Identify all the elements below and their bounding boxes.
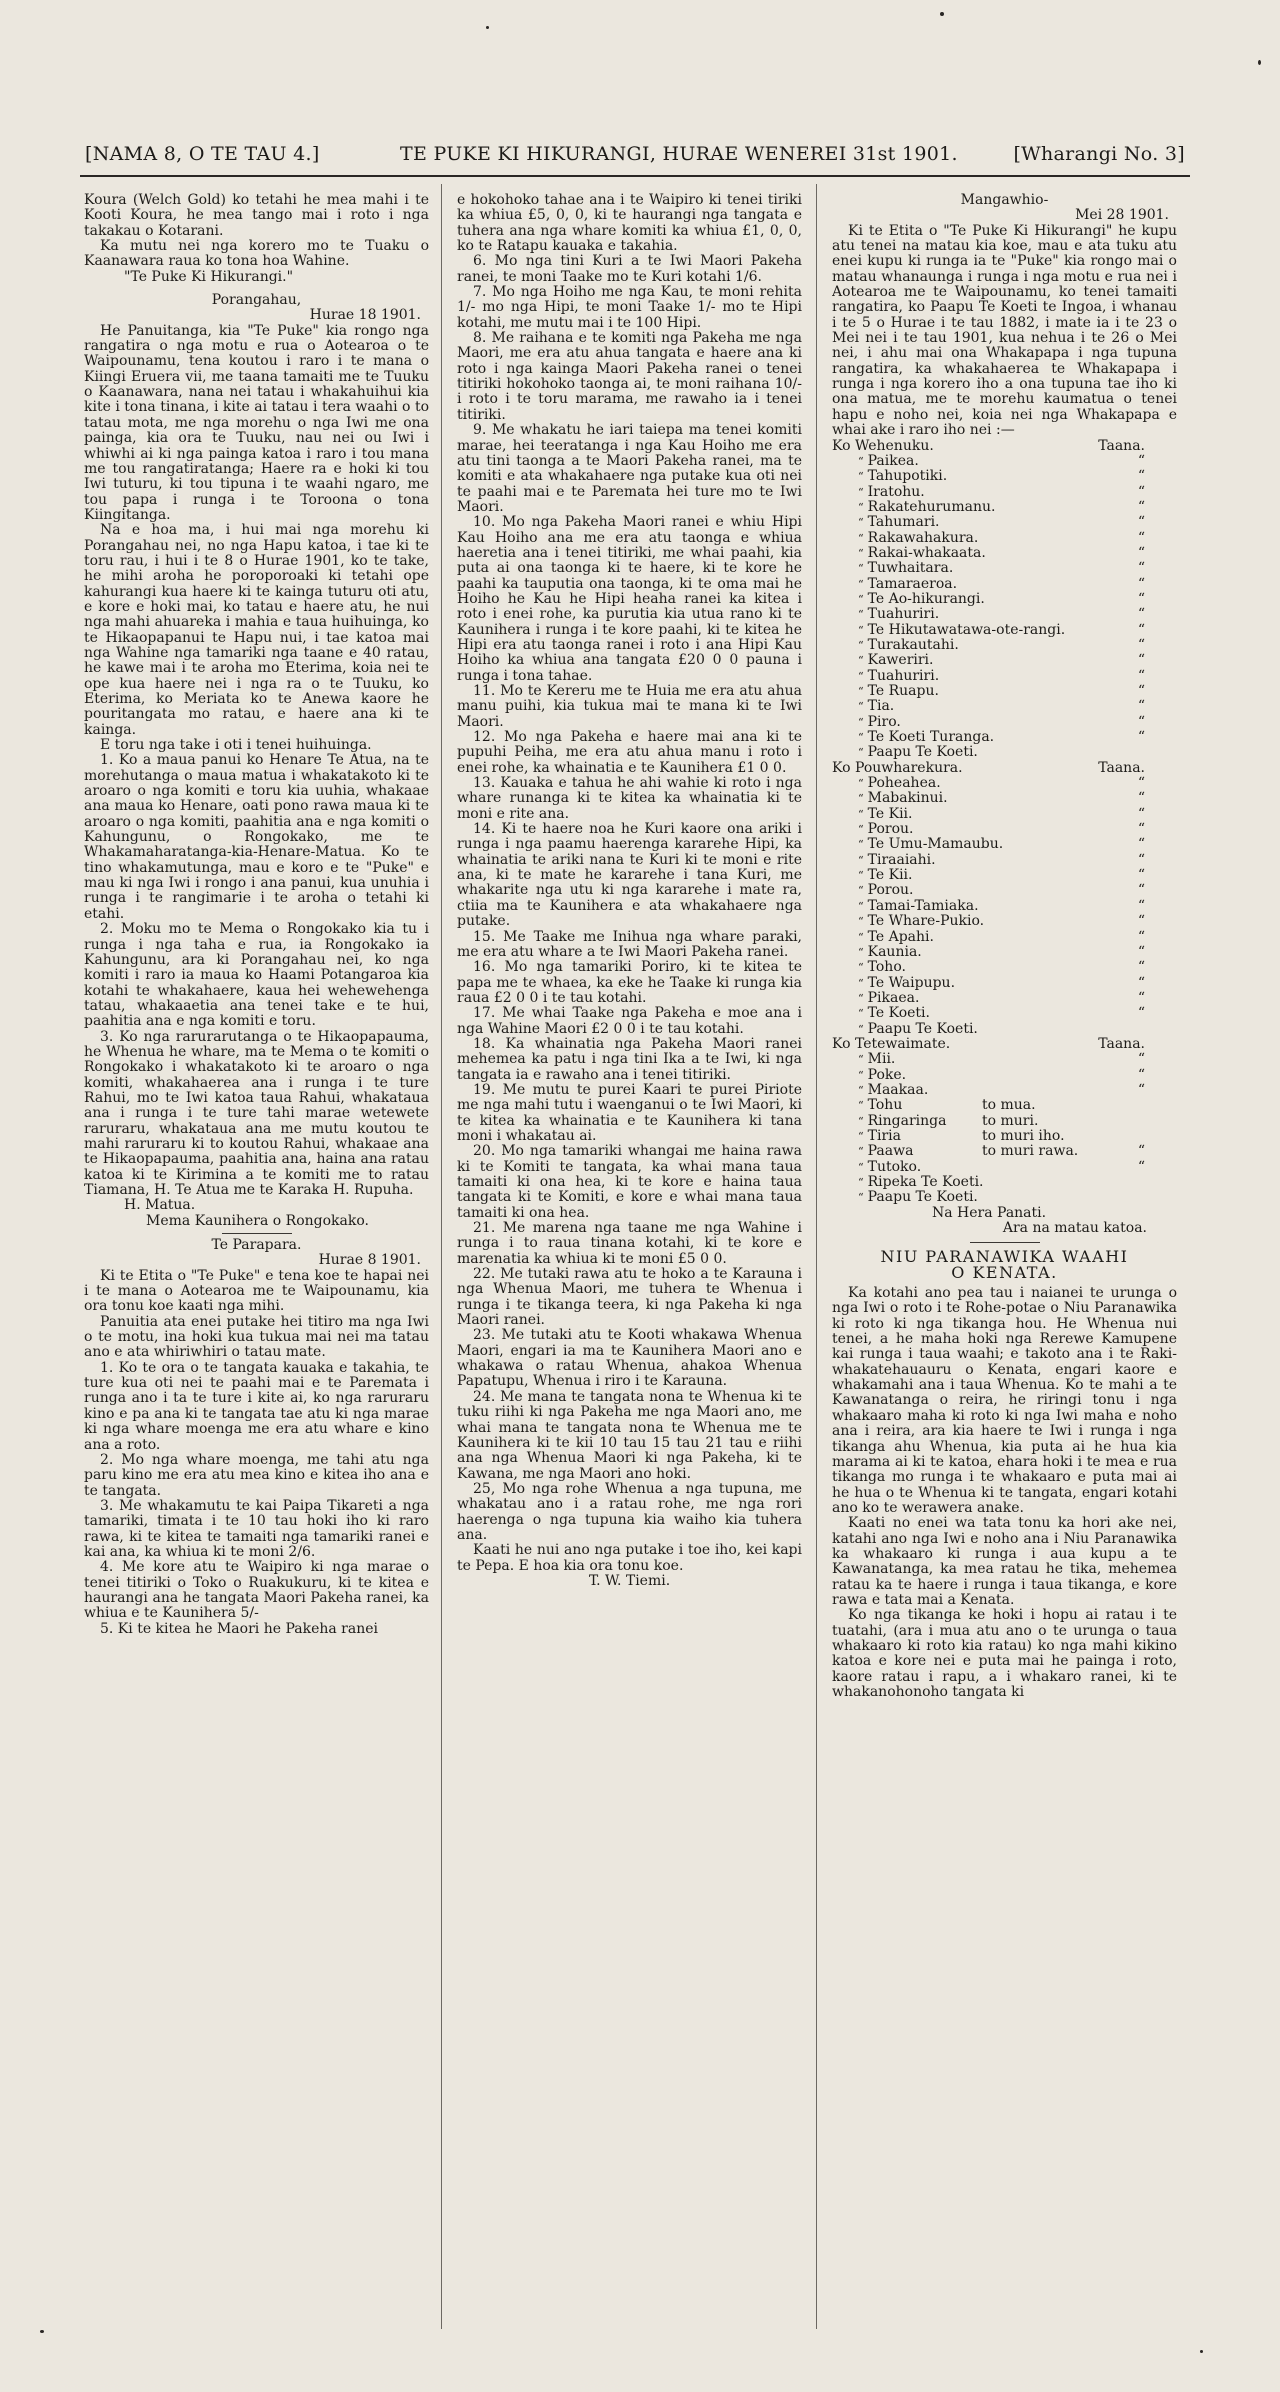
- paragraph: 1. Ko a maua panui ko Henare Te Atua, na te morehutanga o maua matua i whakatakoto ki te aroaro o nga komiti e toru kia uuhia, whakaae ana maua ko Henare, oati pono rawa maua ki te aroaro o nga komiti, paahitia ana e nga komiti o Kahungunu, o Rongokako, me te Whakamaharatanga-kia-Henare-Matua. Ko te tino whakamutunga, mau e koro e te "Puke" e mau ki nga Iwi i rongo i ana panui, kua unuhia i runga i te rangimarie i te aroha o tetahi ki etahi.: [84, 752, 429, 922]
- article-heading-2: O KENATA.: [951, 1262, 1058, 1282]
- dateline: Hurae 8 1901.: [318, 1252, 421, 1269]
- intro-paragraph: Koura (Welch Gold) ko tetahi he mea mahi i te Kooti Koura, he mea tango mai i roto i nga takakau o Kotarani.: [84, 193, 429, 239]
- genealogy-item: “ Paapu Te Koeti.: [858, 1020, 978, 1037]
- scan-speck: [940, 12, 944, 16]
- signature-note: Ara na matau katoa.: [1002, 1220, 1147, 1237]
- genealogy-item: “ Tamai-Tamiaka. “: [858, 897, 1145, 914]
- genealogy-item: “ Maakaa. “: [858, 1081, 1145, 1098]
- genealogy-item: “ Piro. “: [858, 713, 1145, 730]
- paragraph: 14. Ki te haere noa he Kuri kaore ona ariki i runga i nga paamu haerenga kararehe Hipi, ka whainatia te ariki nana te Kuri ki te moni e rite ana, ki te mate he kararehe i tana Kuri, me whakarite nga utu ki nga kararehe i mate ra, ctiia ma te Kaunihera e ata whakahaere nga putake.: [457, 821, 802, 930]
- genealogy-item: “ Tamaraeroa. “: [858, 575, 1145, 592]
- genealogy-item: “ Poke. “: [858, 1066, 1145, 1083]
- paragraph: 5. Ki te kitea he Maori he Pakeha ranei: [100, 1620, 378, 1637]
- signature: "Te Puke Ki Hikurangi.": [124, 268, 294, 285]
- scan-speck: [486, 26, 489, 29]
- header-rule: [80, 175, 1190, 177]
- genealogy-list-2: [832, 761, 1177, 1037]
- section-rule: [970, 1242, 1040, 1243]
- paragraph: Ka mutu nei nga korero mo te Tuaku o Kaanawara raua ko tona hoa Wahine.: [84, 238, 429, 270]
- genealogy-head: Ko Tetewaimate. Taana.: [832, 1035, 1145, 1052]
- genealogy-item: “ Rakatehurumanu. “: [858, 498, 1145, 515]
- genealogy-item: “ Tuahuriri. “: [858, 667, 1145, 684]
- genealogy-list-3: [832, 1037, 1177, 1206]
- paragraph: 18. Ka whainatia nga Pakeha Maori ranei mehemea ka patu i nga tini Ika a te Iwi, ki nga tangata ia e rawaho ana i tenei titiriki.: [457, 1035, 802, 1083]
- paragraph: Ka kotahi ano pea tau i naianei te urunga o nga Iwi o roto i te Rohe-potae o Niu Paranawika ki roto ki nga tikanga hou. He Whenua nui tenei, a he maha hoki nga Rerewe Kamupene kai runga i taua waahi; e takoto ana i te Raki-whakatehauauru o Kenata, engari kaore e whakamahi ana i taua Whenua. Ko te mahi a te Kawanatanga o reira, he riringi tonu i nga whakaaro maha ki roto ki nga Iwi maha e noho ana i reira, ara kia haere te Iwi i runga i nga tikanga ahu Whenua, kia puta ai he hua kia marama ai ki te katoa, ehara hoki i te mea e rua tikanga mo runga i te whakaaro e puta mai ai he hua o te Whenua ki te tangata, engari kotahi ano ko te werawera anake.: [832, 1285, 1177, 1516]
- page-header: [85, 143, 1185, 167]
- genealogy-item: “ Tia. “: [858, 698, 1145, 715]
- column-divider-2: [816, 184, 817, 2329]
- paragraph: Ki te Etita o "Te Puke" e tena koe te hapai nei i te mana o Aotearoa me te Waipounamu, kia ora tonu koe kaati nga mihi.: [84, 1267, 429, 1315]
- genealogy-item: “ Ripeka Te Koeti.: [858, 1174, 984, 1190]
- paragraph: 11. Mo te Kereru me te Huia me era atu ahua manu puihi, kia tukua mai te mana ki te Iwi Maori.: [457, 683, 802, 730]
- genealogy-head: Ko Wehenuku. Taana.: [832, 437, 1145, 454]
- paragraph: Panuitia ata enei putake hei titiro ma nga Iwi o te motu, ina hoki kua tukua mai nei ma tatau ano e ata whiriwhiri o tatau mate.: [84, 1313, 429, 1361]
- paragraph: 13. Kauaka e tahua he ahi wahie ki roto i nga whare runanga ki te kitea ka whainatia ki te moni e rite ana.: [457, 775, 802, 822]
- genealogy-item: “ Toho. “: [858, 959, 1145, 976]
- paragraph: 22. Me tutaki rawa atu te hoko a te Karauna i nga Whenua Maori, me tuhera te Whenua i runga i te tikanga teera, ki nga Pakeha ki nga Maori ranei.: [457, 1266, 802, 1329]
- paragraph: 7. Mo nga Hoiho me nga Kau, te moni rehita 1/- mo nga Hipi, te moni Taake 1/- mo te Hipi kotahi, me mutu mai i te 100 Hipi.: [457, 284, 802, 331]
- genealogy-item: “ Porou. “: [858, 821, 1145, 838]
- genealogy-item: “ Paikea. “: [858, 452, 1145, 469]
- paragraph: Kaati he nui ano nga putake i toe iho, kei kapi te Pepa. E hoa kia ora tonu koe.: [457, 1542, 802, 1574]
- paragraph: 15. Me Taake me Inihua nga whare paraki, me era atu whare a te Iwi Maori Pakeha ranei.: [457, 928, 802, 960]
- genealogy-item: “ Te Kii. “: [858, 805, 1145, 822]
- paragraph: 1. Ko te ora o te tangata kauaka e takahia, te ture kua oti nei te paahi mai e te Paremata i runga ano i ta te ture i kite ai, ko nga raruraru kino e pa ana ki te tangata tae atu ki nga marae ki nga whare moenga me era atu whare e kino ana a roto.: [84, 1359, 429, 1453]
- dateline: Mei 28 1901.: [1075, 207, 1169, 224]
- genealogy-item: “ Te Hikutawatawa-ote-rangi. “: [858, 621, 1145, 638]
- genealogy-item: “ Ringaringa to muri.: [858, 1112, 1039, 1129]
- scan-speck: [1200, 2350, 1203, 2353]
- genealogy-item: “ Te Koeti. “: [858, 1005, 1145, 1022]
- masthead-title: TE PUKE KI HIKURANGI, HURAE WENEREI 31st 1901.: [400, 143, 958, 165]
- dateline: Hurae 18 1901.: [309, 307, 421, 324]
- paragraph: E toru nga take i oti i tenei huihuinga.: [100, 737, 372, 754]
- paragraph: 16. Mo nga tamariki Poriro, ki te kitea te papa me te whaea, ka eke he Taake ki runga kia raua £2 0 0 i te tau kotahi.: [457, 959, 802, 1006]
- paragraph: 6. Mo nga tini Kuri a te Iwi Maori Pakeha ranei, te moni Taake mo te Kuri kotahi 1/6.: [457, 253, 802, 285]
- genealogy-item: “ Mii. “: [858, 1051, 1145, 1068]
- paragraph: 2. Mo nga whare moenga, me tahi atu nga paru kino me era atu mea kino e kitea iho ana e te tangata.: [84, 1451, 429, 1499]
- paragraph: Ko nga tikanga ke hoki i hopu ai ratau i te tuatahi, (ara i mua atu ano o te urunga o taua whakaaro ki roto kia ratau) ko nga mahi kikino katoa e kore nei e puta mai he painga i roto, kaore ratau i rapu, a i whakaro ranei, ki te whakanohonoho tangata ki: [832, 1607, 1177, 1700]
- paragraph: 17. Me whai Taake nga Pakeha e moe ana i nga Wahine Maori £2 0 0 i te tau kotahi.: [457, 1005, 802, 1037]
- genealogy-item: “ Te Ao-hikurangi. “: [858, 590, 1145, 607]
- paragraph: 2. Moku mo te Mema o Rongokako kia tu i runga i nga taha e rua, ia Rongokako ia Kahungunu, ara ki Porangahau nei, ko nga komiti i raro ia maua ko Haami Potangaroa kia kotahi te whakahaere, kaua hei wehewehenga tatau, whakaaetia ana tenei take e te hui, paahitia ana e nga komiti e toru.: [84, 921, 429, 1030]
- paragraph: Kaati no enei wa tata tonu ka hori ake nei, katahi ano nga Iwi e noho ana i Niu Paranawika ka whakaaro ki runga i aua kupu a te Kawanatanga, ka mea ratau he tika, mehemea ratau ka te haere i runga i taua tikanga, e kore rawa e tata mai a Kenata.: [832, 1515, 1177, 1608]
- genealogy-item: “ Rakai-whakaata. “: [858, 544, 1145, 561]
- genealogy-item: “ Tahupotiki. “: [858, 468, 1145, 485]
- genealogy-item: “ Te Whare-Pukio. “: [858, 913, 1145, 930]
- column-divider-1: [441, 184, 442, 2329]
- genealogy-item: “ Poheahea. “: [858, 775, 1145, 792]
- paragraph: 23. Me tutaki atu te Kooti whakawa Whenua Maori, engari ia ma te Kaunihera Maori ano e whakawa o ratau Whenua, ahakoa Whenua Papatupu, Whenua i riro i te Karauna.: [457, 1327, 802, 1390]
- paragraph: 3. Ko nga rarurarutanga o te Hikaopapauma, he Whenua he whare, ma te Mema o te komiti o Rongokako i whakatakoto ki te aroaro o nga komiti, whakahaerea ana i runga i te ture Rahui, mo te Iwi katoa taua Rahui, whakataua ana i runga i te ture tahi marae wetewete raruraru, whakataua ana me mutu koutou te mahi raruraru ki to koutou Rahui, whakaae ana te Hikaopapauma, paahitia ana, haina ana ratau katoa ki te Kirimina a te komiti me to ratau Tiamana, H. Te Atua me te Karaka H. Rupuha.: [84, 1028, 429, 1198]
- genealogy-item: “ Te Kii. “: [858, 867, 1145, 884]
- genealogy-item: “ Tuwhaitara. “: [858, 560, 1145, 577]
- paragraph: 21. Me marena nga taane me nga Wahine i runga i to raua tinana kotahi, ki te kore e marenatia ka whiua ki te moni £5 0 0.: [457, 1220, 802, 1267]
- signature: Na Hera Panati.: [932, 1204, 1047, 1221]
- genealogy-item: “ Tiria to muri iho.: [858, 1127, 1065, 1144]
- paragraph: He Panuitanga, kia "Te Puke" kia rongo nga rangatira o nga motu e rua o Aotearoa o te Waipounamu, tena koutou i raro i te mana o Kiingi Eruera vii, me taana tamaiti me te Tuuku o Kaanawara, nana nei tatau i whakahuihui kia kite i tona tinana, i kite ai tatau i tera waahi o to tatau mota, me nga morehu o nga Iwi me ona painga, kia ora te Tuuku, nau nei ou Iwi i whiwhi ai ki nga painga katoa i raro i tou mana me tou rangatiratanga; Haere ra e hoki ki tou Iwi tuturu, ki tou tipuna i te waahi ngaro, me tou papa i runga i te Toroona o tona Kiingitanga.: [84, 322, 429, 523]
- genealogy-item: “ Te Waipupu. “: [858, 974, 1145, 991]
- article-heading: NIU PARANAWIKA WAAHI: [880, 1247, 1129, 1267]
- paragraph: 3. Me whakamutu te kai Paipa Tikareti a nga tamariki, timata i te 10 tau hoki iho ki raro rawa, ki te kitea te tamaiti nga tamariki ranei e kai ana, ka whiua ki te moni 2/6.: [84, 1497, 429, 1560]
- genealogy-item: “ Tahumari. “: [858, 514, 1145, 531]
- column-1: [84, 193, 429, 2343]
- paragraph: 9. Me whakatu he iari taiepa ma tenei komiti marae, hei teeratanga i nga Kau Hoiho me era atu tini taonga a te Maori Pakeha ranei, ma te komiti e ata whakahaere nga putake kua oti nei te paahi mai e te Paremata hei ture mo te Iwi Maori.: [457, 422, 802, 515]
- genealogy-item: “ Turakautahi. “: [858, 636, 1145, 653]
- letter-intro: Ki te Etita o "Te Puke Ki Hikurangi" he kupu atu tenei na matau kia koe, mau e ata tuku atu enei kupu ki runga ia te "Puke" kia rongo mai o matau whanaunga i runga i nga motu e rua nei i Aotearoa me te Waipounamu, ko tenei tamaiti rangatira, ko Paapu Te Koeti te Ingoa, i whanau i te 5 o Hurae i te tau 1882, i mate ia i te 23 o Mei nei i te tau 1901, kua nehua i te 26 o Mei nei, i ahu mai ona Whakapapa i nga tupuna rangatira, ka whakahaerea te Whakapapa i runga i nga korero iho a ona tupuna tae iho ki ona matua, me te morehu kaumatua o tenei hapu e noho nei, koia nei nga Whakapapa e whai ake i raro iho nei :—: [832, 222, 1177, 439]
- genealogy-item: “ Te Umu-Mamaubu. “: [858, 836, 1145, 853]
- genealogy-item: “ Paawa to muri rawa. “: [858, 1143, 1145, 1160]
- genealogy-item: “ Mabakinui. “: [858, 790, 1145, 807]
- genealogy-item: “ Rakawahakura. “: [858, 529, 1145, 546]
- genealogy-list-1: [832, 439, 1177, 761]
- paragraph: 8. Me raihana e te komiti nga Pakeha me nga Maori, me era atu ahua tangata e haere ana ki roto i nga kainga Maori Pakeha ranei o tenei titiriki hokohoko taonga ai, te moni raihana 10/- i roto i te toru marama, me rawaho ia i tenei titiriki.: [457, 330, 802, 423]
- place-heading: Mangawhio-: [960, 193, 1049, 208]
- paragraph: e hokohoko tahae ana i te Waipiro ki tenei tiriki ka whiua £5, 0, 0, ki te haurangi nga tangata e tuhera ana nga whare komiti ka whiua £1, 0, 0, ko te Ratapu kauaka e takahia.: [457, 193, 802, 255]
- paragraph: 25, Mo nga rohe Whenua a nga tupuna, me whakatau ano i a ratau rohe, me nga rori haerenga o nga tupuna kia waiho kia tuhera ana.: [457, 1480, 802, 1543]
- genealogy-item: “ Pikaea. “: [858, 989, 1145, 1006]
- genealogy-item: “ Tuahuriri. “: [858, 606, 1145, 623]
- genealogy-item: “ Te Ruapu. “: [858, 683, 1145, 699]
- signature-title: Mema Kaunihera o Rongokako.: [146, 1212, 370, 1229]
- paragraph: 24. Me mana te tangata nona te Whenua ki te tuku riihi ki nga Pakeha me nga Maori ano, me whai mana te tangata nona te Whenua me te Kaunihera ki te kii 10 tau 15 tau 21 tau e riihi ana nga Whenua Maori ki nga Pakeha, ki te Kawana, me nga Maori ano hoki.: [457, 1388, 802, 1482]
- place-heading: Te Parapara.: [211, 1237, 302, 1254]
- place-heading: Porangahau,: [211, 292, 302, 309]
- paragraph: 4. Me kore atu te Waipiro ki nga marae o tenei titiriki o Toko o Ruakukuru, ki te kitea e haurangi ana he tangata Maori Pakeha ranei, ka whiua e te Kaunihera 5/-: [84, 1559, 429, 1622]
- signature: T. W. Tiemi.: [588, 1572, 671, 1589]
- scan-speck: [1258, 60, 1261, 65]
- section-rule: [222, 1233, 292, 1234]
- signature: H. Matua.: [124, 1197, 196, 1214]
- paragraph: 19. Me mutu te purei Kaari te purei Piriote me nga mahi tutu i waenganui o te Iwi Maori, ki te kitea ka whainatia e te Kaunihera ki tana moni i whakatau ai.: [457, 1081, 802, 1144]
- genealogy-item: “ Porou. “: [858, 882, 1145, 899]
- paragraph: Na e hoa ma, i hui mai nga morehu ki Porangahau nei, no nga Hapu katoa, i tae ki te toru rau, i hui i te 8 o Hurae 1901, ko te take, he mihi aroha he poroporoaki ki tetahi ope kahurangi kua haere ki te kainga tuturu oti atu, e kore e hoki mai, ko tatau e haere atu, he nui nga mahi ahuareka i mahia e taua huihuinga, ko te Hikaopapanui te Hapu nui, i tae katoa mai nga Wahine nga tamariki nga taane e 40 ratau, he kawe mai i te aroha mo Eterima, koia nei te ope kua haere nei i nga ra o te Tuuku, ko Eterima, ko Meriata ko te Anewa kaore he pouritangata mo ratau, e haere ana ki te kainga.: [84, 522, 429, 738]
- genealogy-item: “ Kaunia. “: [858, 943, 1145, 960]
- issue-number: [NAMA 8, O TE TAU 4.]: [85, 143, 320, 165]
- genealogy-head: Ko Pouwharekura. Taana.: [832, 759, 1145, 776]
- genealogy-item: “ Iratohu. “: [858, 483, 1145, 500]
- paragraph: 20. Mo nga tamariki whangai me haina rawa ki te Komiti te tangata, ka whai mana taua tamaiti ki ona hea, ki te kore e haina taua tangata ki te Komiti, e kore e whai mana taua tamaiti ki ona hea.: [457, 1143, 802, 1221]
- genealogy-item: “ Tiraaiahi. “: [858, 851, 1145, 868]
- genealogy-item: “ Te Apahi. “: [858, 928, 1145, 945]
- genealogy-item: “ Paapu Te Koeti.: [858, 1189, 978, 1206]
- genealogy-item: “ Tutoko. “: [858, 1158, 1145, 1175]
- genealogy-item: “ Tohu to mua.: [858, 1097, 1036, 1114]
- column-3: [832, 193, 1177, 2343]
- paragraph: 10. Mo nga Pakeha Maori ranei e whiu Hipi Kau Hoiho ana me era atu taonga e whiua haeretia ana i tenei titiriki, me whai paahi, kia puta ai ona taonga ki te haere, ki te kore he paahi ka tauputia ona taonga, ki te oma mai he Hoiho he Kau he Hipi heaha ranei ka kitea i roto i enei rohe, ka purutia kia utua rano ki te Kaunihera i runga i te kore paahi, ki te kitea he Hipi era atu taonga ranei i roto i ana Hipi Kau Hoiho ka whiua ana tangata £20 0 0 pauna i runga i tona tahae.: [457, 514, 802, 684]
- column-2: [457, 193, 802, 2343]
- genealogy-item: “ Paapu Te Koeti.: [858, 744, 978, 761]
- page-number: [Wharangi No. 3]: [1013, 143, 1185, 165]
- paragraph: 12. Mo nga Pakeha e haere mai ana ki te pupuhi Peiha, me era atu ahua manu i roto i enei rohe, ka whainatia e te Kaunihera £1 0 0.: [457, 729, 802, 776]
- genealogy-item: “ Kaweriri. “: [858, 652, 1145, 669]
- genealogy-item: “ Te Koeti Turanga. “: [858, 729, 1145, 746]
- scan-speck: [40, 2330, 44, 2333]
